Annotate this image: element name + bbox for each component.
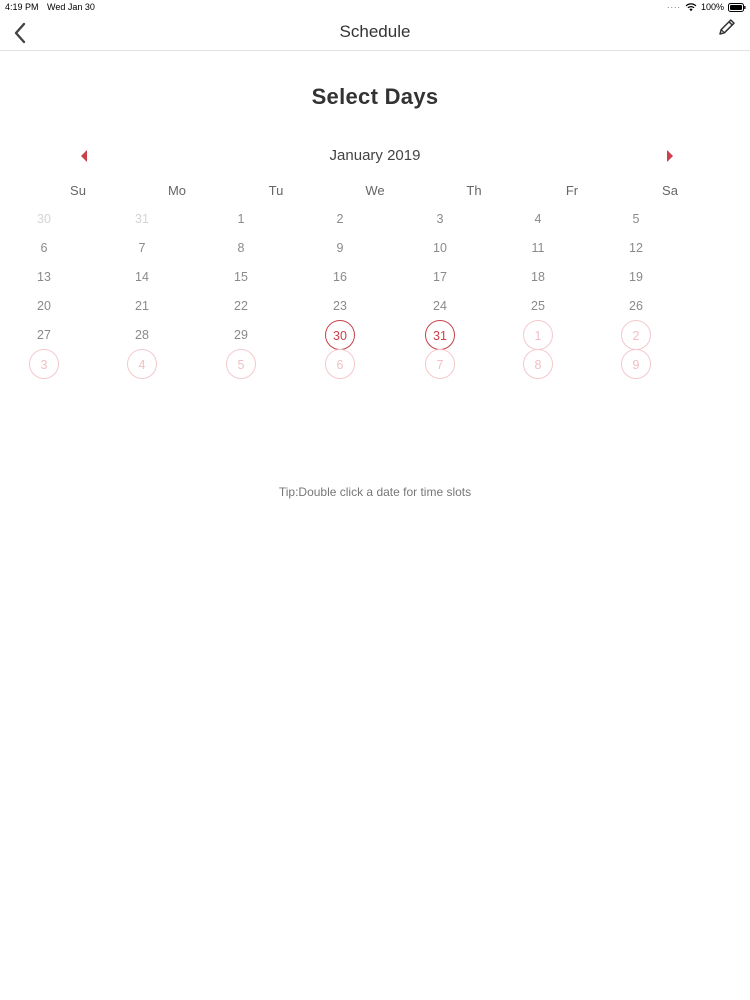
status-indicators: [667, 1, 746, 13]
day-cell[interactable]: 2: [336, 212, 344, 226]
day-cell[interactable]: 3: [29, 349, 59, 379]
status-bar: [0, 0, 750, 14]
day-cell[interactable]: 3: [436, 212, 444, 226]
day-cell[interactable]: 9: [621, 349, 651, 379]
day-cell[interactable]: 1: [523, 320, 553, 350]
weekday-label: Th: [466, 183, 482, 198]
day-cell[interactable]: 5: [632, 212, 640, 226]
edit-button[interactable]: [716, 16, 738, 38]
day-cell[interactable]: 11: [531, 241, 545, 255]
day-cell[interactable]: 7: [138, 241, 146, 255]
day-cell[interactable]: 8: [523, 349, 553, 379]
weekday-label: Mo: [167, 183, 187, 198]
next-month-button[interactable]: [662, 147, 678, 165]
status-date: Wed Jan 30: [47, 2, 95, 12]
day-cell[interactable]: 13: [37, 270, 51, 284]
day-cell[interactable]: 17: [433, 270, 447, 284]
day-cell[interactable]: 6: [325, 349, 355, 379]
day-cell[interactable]: 31: [425, 320, 455, 350]
weekday-label: We: [365, 183, 385, 198]
day-grid: [0, 204, 750, 384]
day-cell[interactable]: 2: [621, 320, 651, 350]
day-cell[interactable]: 28: [135, 328, 149, 342]
month-label: January 2019: [329, 147, 421, 164]
weekday-label: Tu: [268, 183, 284, 198]
day-cell[interactable]: 23: [333, 299, 347, 313]
weekday-label: Sa: [662, 183, 678, 198]
tip-text: Tip:Double click a date for time slots: [278, 485, 472, 499]
day-cell[interactable]: 12: [629, 241, 643, 255]
day-cell[interactable]: 30: [37, 212, 51, 226]
day-cell[interactable]: 10: [433, 241, 447, 255]
day-cell[interactable]: 15: [234, 270, 248, 284]
day-cell[interactable]: 25: [531, 299, 545, 313]
day-cell[interactable]: 16: [333, 270, 347, 284]
day-cell[interactable]: 1: [237, 212, 245, 226]
wifi-icon: [685, 2, 697, 12]
day-cell[interactable]: 19: [629, 270, 643, 284]
day-cell[interactable]: 8: [237, 241, 245, 255]
day-cell[interactable]: 30: [325, 320, 355, 350]
day-cell[interactable]: 4: [534, 212, 542, 226]
pencil-icon: [716, 16, 738, 38]
day-cell[interactable]: 9: [336, 241, 344, 255]
weekday-label: Fr: [565, 183, 579, 198]
signal-dots: ....: [666, 0, 681, 10]
day-cell[interactable]: 29: [234, 328, 248, 342]
triangle-right-icon: [662, 147, 678, 165]
day-cell[interactable]: 4: [127, 349, 157, 379]
day-cell[interactable]: 6: [40, 241, 48, 255]
nav-bar: [0, 14, 750, 51]
day-cell[interactable]: 21: [135, 299, 149, 313]
status-time: 4:19 PM: [5, 2, 39, 12]
battery-icon: [728, 3, 746, 12]
day-cell[interactable]: 31: [135, 212, 149, 226]
weekday-label: Su: [70, 183, 86, 198]
day-cell[interactable]: 7: [425, 349, 455, 379]
day-cell[interactable]: 18: [531, 270, 545, 284]
day-cell[interactable]: 24: [433, 299, 447, 313]
day-cell[interactable]: 5: [226, 349, 256, 379]
day-cell[interactable]: 22: [234, 299, 248, 313]
weekday-row: [0, 183, 750, 199]
day-cell[interactable]: 20: [37, 299, 51, 313]
nav-title: Schedule: [339, 22, 411, 41]
month-header: [0, 143, 750, 169]
page-heading: Select Days: [311, 84, 439, 109]
day-cell[interactable]: 27: [37, 328, 51, 342]
day-cell[interactable]: 26: [629, 299, 643, 313]
day-cell[interactable]: 14: [135, 270, 149, 284]
battery-percent: 100%: [700, 2, 724, 12]
